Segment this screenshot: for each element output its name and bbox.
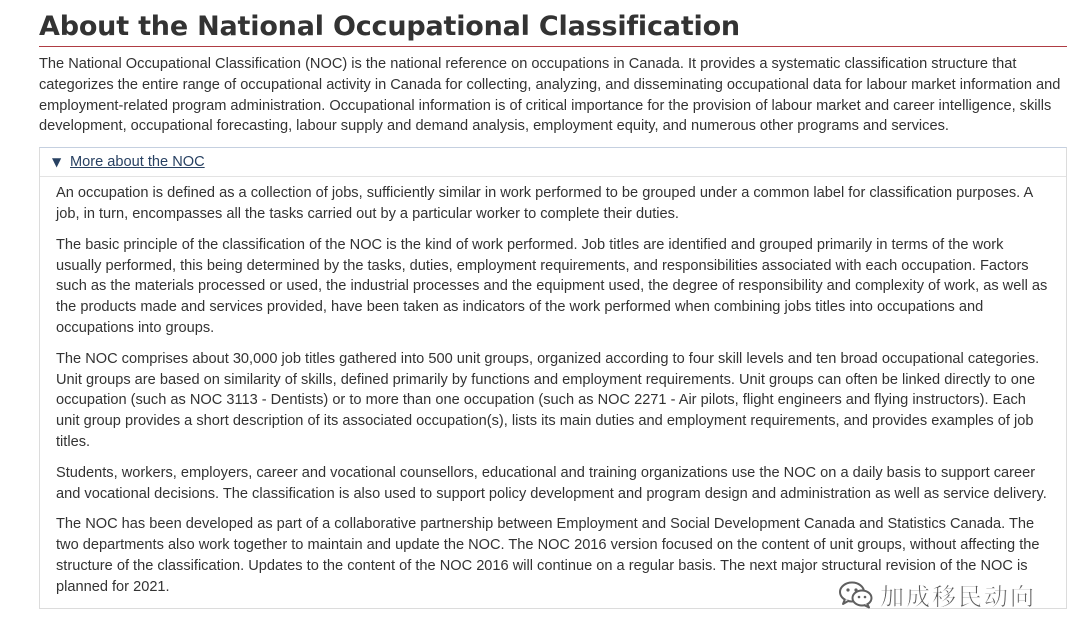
more-about-noc-link[interactable]: More about the NOC [70, 154, 205, 171]
details-content [40, 177, 1066, 597]
details-paragraph: Students, workers, employers, career and vocational counsellors, educational and training organizations use the NOC on a daily basis to support career and vocational decisions. The classification is also used to support policy development and program design and administration as well as service delivery. [56, 464, 1047, 502]
details-paragraph: The basic principle of the classification of the NOC is the kind of work performed. Job titles are identified and grouped primarily in terms of the work usually performed, this being determined by the tasks, duties, employment requirements, and responsibilities associated with each occupation. Factors such as the materials processed or used, the industrial processes and the equipment used, the degree of responsibility and complexity of work, as well as the products made and services provided, have been taken as indicators of the work performed when combining jobs titles into occupations and occupations into groups. [56, 236, 1048, 336]
details-paragraph: An occupation is defined as a collection of jobs, sufficiently similar in work performed to be grouped under a common label for classification purposes. A job, in turn, encompasses all the tasks carried out by a particular worker to complete their duties. [56, 185, 1033, 222]
watermark-text: 加成移民动向 [880, 583, 1036, 611]
wechat-icon [838, 581, 874, 609]
more-about-noc-details [39, 147, 1067, 608]
details-paragraph: The NOC has been developed as part of a collaborative partnership between Employment and Social Development Canada and Statistics Canada. The two departments also work together to maintain and update the NOC. The NOC 2016 version focused on the content of unit groups, without affecting the structure of the classification. Updates to the content of the NOC 2016 will continue on a regular basis. The next major structural revision of the NOC is planned for 2021. [56, 516, 1040, 595]
triangle-down-icon: ▼ [52, 155, 62, 170]
title-underline [39, 46, 1067, 47]
page-title: About the National Occupational Classification [39, 11, 740, 42]
intro-paragraph: The National Occupational Classification (NOC) is the national reference on occupations in Canada. It provides a systematic classification structure that categorizes the entire range of occupational activity in Canada for collecting, analyzing, and disseminating occupational data for labour market information and employment-related program administration. Occupational information is of critical importance for the provision of labour market and career intelligence, skills development, occupational forecasting, labour supply and demand analysis, employment equity, and numerous other programs and services. [39, 56, 1061, 135]
details-paragraph: The NOC comprises about 30,000 job titles gathered into 500 unit groups, organized according to four skill levels and ten broad occupational categories. Unit groups are based on similarity of skills, defined primarily by functions and employment requirements. Unit groups can often be linked directly to one occupation (such as NOC 3113 - Dentists) or to more than one occupation (such as NOC 2271 - Air pilots, flight engineers and flying instructors). Each unit group provides a short description of its associated occupation(s), lists its main duties and employment requirements, and provides examples of job titles. [56, 350, 1040, 450]
details-summary[interactable] [40, 148, 1066, 177]
noc-about-section [39, 0, 1067, 609]
watermark [838, 577, 1036, 612]
